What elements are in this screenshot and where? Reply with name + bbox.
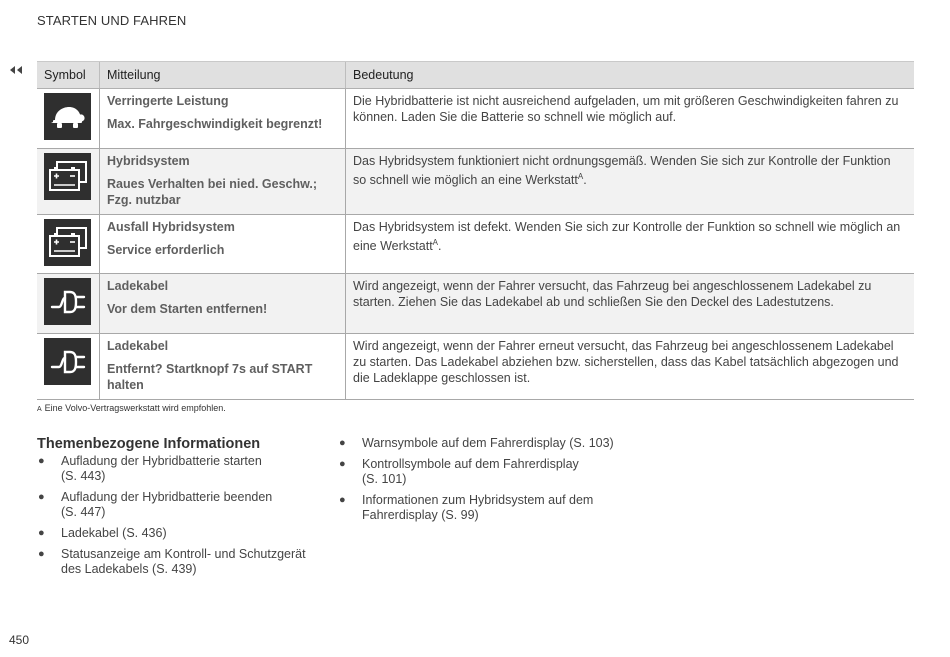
message-text: Max. Fahrgeschwindigkeit begrenzt!: [107, 117, 323, 131]
header-bedeutung: Bedeutung: [346, 62, 915, 89]
related-links-right: [338, 436, 638, 529]
meaning-cell: [346, 215, 915, 274]
message-title: Ausfall Hybridsystem: [107, 220, 235, 234]
bullet-icon: ●: [38, 548, 45, 560]
related-link[interactable]: ● Warnsymbole auf dem Fahrerdisplay (S. 103): [339, 436, 614, 450]
symbol-cell: [37, 215, 100, 274]
message-title: Hybridsystem: [107, 154, 190, 168]
symbol-cell: [37, 149, 100, 215]
related-info-title: Themenbezogene Informationen: [37, 436, 261, 452]
related-links-left: [37, 454, 327, 583]
related-link[interactable]: ● Aufladung der Hybridbatterie starten (S. 443): [38, 454, 262, 483]
table-row: [37, 274, 914, 334]
related-link[interactable]: ● Informationen zum Hybridsystem auf dem Fahrerdisplay (S. 99): [339, 493, 594, 522]
meaning-cell: [346, 334, 915, 400]
message-text: Service erforderlich: [107, 243, 225, 257]
bullet-icon: ●: [339, 458, 346, 470]
bullet-icon: ●: [339, 494, 346, 506]
message-cell: [100, 89, 346, 149]
header-symbol: Symbol: [37, 62, 100, 89]
table-row: [37, 89, 914, 149]
message-text: Entfernt? Startknopf 7s auf START halten: [107, 362, 313, 392]
footnote-ref[interactable]: A: [577, 172, 584, 181]
symbol-cell: [37, 274, 100, 334]
bullet-icon: ●: [38, 491, 45, 503]
bullet-icon: ●: [339, 437, 346, 449]
meaning-text: Wird angezeigt, wenn der Fahrer erneut versucht, das Fahrzeug bei angeschlossenem Ladekabel zu starten. Das Ladekabel abziehen bzw. sicherstellen, dass das Kabel tatsächlich abgezogen und die Ladeklappe geschlossen ist.: [353, 339, 899, 385]
message-text: Vor dem Starten entfernen!: [107, 302, 268, 316]
footnote: [37, 403, 226, 413]
hybrid-battery-icon: [44, 219, 91, 266]
bullet-icon: ●: [38, 455, 45, 467]
related-link[interactable]: ● Aufladung der Hybridbatterie beenden (S. 447): [38, 490, 273, 519]
message-title: Verringerte Leistung: [107, 94, 229, 108]
message-title: Ladekabel: [107, 279, 169, 293]
meaning-end: .: [583, 173, 587, 188]
table-row: [37, 215, 914, 274]
meaning-text: Wird angezeigt, wenn der Fahrer versucht, das Fahrzeug bei angeschlossenem Ladekabel zu starten. Ziehen Sie das Ladekabel ab und schließen Sie den Deckel des Ladestutzens.: [353, 279, 872, 309]
meaning-end: .: [438, 239, 442, 254]
message-table: [37, 61, 914, 400]
message-text: Raues Verhalten bei nied. Geschw.; Fzg. nutzbar: [107, 177, 318, 207]
message-cell: [100, 334, 346, 400]
message-cell: [100, 149, 346, 215]
charging-cable-icon: [44, 338, 91, 385]
meaning-text: Die Hybridbatterie ist nicht ausreichend aufgeladen, um mit größeren Geschwindigkeiten fahren zu können. Laden Sie die Batterie so schnell wie möglich auf.: [353, 94, 899, 124]
symbol-cell: [37, 334, 100, 400]
table-row: [37, 334, 914, 400]
header-mitteilung: Mitteilung: [100, 62, 346, 89]
footnote-text: Eine Volvo-Vertragswerkstatt wird empfohlen.: [44, 403, 226, 413]
related-link[interactable]: ● Ladekabel (S. 436): [38, 526, 167, 540]
symbol-cell: [37, 89, 100, 149]
bullet-icon: ●: [38, 527, 45, 539]
meaning-cell: [346, 274, 915, 334]
message-cell: [100, 215, 346, 274]
footnote-marker: A: [37, 406, 42, 413]
meaning-cell: [346, 89, 915, 149]
double-left-arrow-icon[interactable]: [9, 62, 23, 72]
turtle-icon: [44, 93, 91, 140]
hybrid-battery-icon: [44, 153, 91, 200]
footnote-ref[interactable]: A: [432, 238, 439, 247]
section-title: STARTEN UND FAHREN: [37, 13, 187, 28]
related-link[interactable]: ● Kontrollsymbole auf dem Fahrerdisplay (S. 101): [339, 457, 579, 486]
related-link[interactable]: ● Statusanzeige am Kontroll- und Schutzgerät des Ladekabels (S. 439): [38, 547, 306, 576]
page-number: 450: [9, 633, 30, 647]
meaning-text: Das Hybridsystem ist defekt. Wenden Sie sich zur Kontrolle der Funktion so schnell wie möglich an eine Werkstatt: [353, 220, 901, 254]
meaning-text: Das Hybridsystem funktioniert nicht ordnungsgemäß. Wenden Sie sich zur Kontrolle der Funktion so schnell wie möglich an eine Werkstatt: [353, 154, 891, 188]
meaning-cell: [346, 149, 915, 215]
message-title: Ladekabel: [107, 339, 169, 353]
charging-cable-icon: [44, 278, 91, 325]
table-row: [37, 149, 914, 215]
message-cell: [100, 274, 346, 334]
